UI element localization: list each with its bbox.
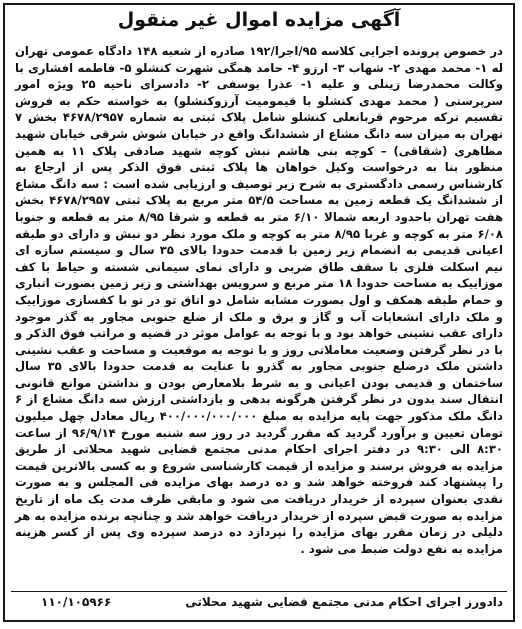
notice-frame (3, 3, 515, 622)
notice-body (15, 43, 503, 557)
notice-paragraph: در خصوص پرونده اجرایی کلاسه ۹۵/اجرا/۱۹۲ صادره از شعبه ۱۴۸ دادگاه عمومی تهران له ۱- محمد مهدی ۲- شهاب ۳- ارزو ۴- حامد همگی شهرت کنشلو ۵- فاطمه افشاری با وکالت محمدرضا زینلی و علیه ۱- عذرا یوسفی ۲- دادسرای ناحیه ۲۵ ویژه امور سرپرستی ( محمد مهدی کنشلو با قیمومیت آرزوکنشلو) به خواسته حکم به فروش تقسیم ترکه مرحوم قربانعلی کنشلو شامل پلاک ثبتی به شماره ۴۶۷۸/۲۹۵۷ بخش ۷ تهران به میزان سه دانگ مشاع از ششدانگ واقع در خیابان شوش شرقی خیابان شهید مظاهری (شقاقی) – کوچه بنی هاشم نبش کوچه شهید صادقی پلاک ۱۱ به همین منظور بنا به درخواست وکیل خواهان ها پلاک ثبتی فوق الذکر پس از ارجاع به کارشناس رسمی دادگستری به شرح زیر توصیف و ارزیابی شده است : سه دانگ مشاع از ششدانگ یک قطعه زمین به مساحت ۵۴/۵ متر مربع به پلاک ثبتی ۴۶۷۸/۲۹۵۷ بخش هفت تهران باحدود اربعه شمالا ۶/۱۰ متر به قطعه و شرقا ۸/۹۵ متر به قطعه و جنوبا ۶/۰۸ متر به کوچه و غربا ۸/۹۵ متر به کوچه و ملک مورد نظر دو نبش و دارای دو طبقه اعیانی قدیمی به انضمام زیر زمین با قدمت حدودا بالای ۳۵ سال و سیستم سازه ای نیم اسکلت فلزی با سقف طاق ضربی و دارای نمای سیمانی شسته و حیاط با کف موزاییک به مساحت حدودا ۱۸ متر مربع و سرویس بهداشتی و زیر زمین بصورت انباری و حمام طبقه همکف و اول بصورت مشابه شامل دو اتاق تو در تو با کفسازی موزاییک و ملک دارای انشعابات آب و گاز و برق و ملک از ضلع جنوبی مجاور به گذر موجود دارای عقب نشینی خواهد بود و با توجه به عوامل موثر در قضیه و مراتب فوق الذکر و با در نظر گرفتن وضعیت معاملاتی روز و با توجه به موقعیت و مساحت و عقب نشینی داشتن ملک درضلع جنوبی مجاور به گذرو با عنایت به قدمت حدودا بالای ۳۵ سال ساختمان و قدیمی بودن اعیانی و به شرط بلامعارض بودن و نداشتن موانع قانونی انتقال سند بدون در نظر گرفتن هرگونه بدهی و بازداشتی ارزش سه دانگ مشاع از ۶ دانگ ملک مذکور جهت پایه مزایده به مبلغ ۴۰۰/۰۰۰/۰۰۰/۰۰۰ ریال معادل چهل میلیون تومان تعیین و برآورد گردید که مقرر گردید در روز سه شنبه مورخ ۹۶/۹/۱۴ از ساعت ۸:۳۰ الی ۹:۳۰ در دفتر اجرای احکام مدنی مجتمع قضایی شهید محلاتی از طریق مزایده به فروش برسند و مزایده از قیمت کارشناسی شروع و به کسی بالاترین قیمت را پیشنهاد کند فروخته خواهد شد و ده درصد بهای مزایده فی المجلس و به صورت نقدی بعنوان سپرده از خریدار دریافت می شود و مابقی ظرف مدت یک ماه از تاریخ مزایده به صورت قبض سپرده از خریدار دریافت خواهد شد و چنانچه برنده مزایده به هر دلیلی در زمان مقرر بهای مزایده را نپردازد ده درصد سپرده وی پس از کسر هزینه مزایده به نفع دولت ضبط می شود . (15, 44, 504, 556)
notice-title: آگهی مزایده اموال غیر منقول (117, 9, 401, 31)
footer-code: ۱۱۰/۱۰۵۹۶۶ (41, 595, 112, 609)
notice-footer (11, 591, 507, 614)
footer-agency: دادورز اجرای احکام مدنی مجتمع قضایی شهید محلاتی (185, 595, 503, 609)
